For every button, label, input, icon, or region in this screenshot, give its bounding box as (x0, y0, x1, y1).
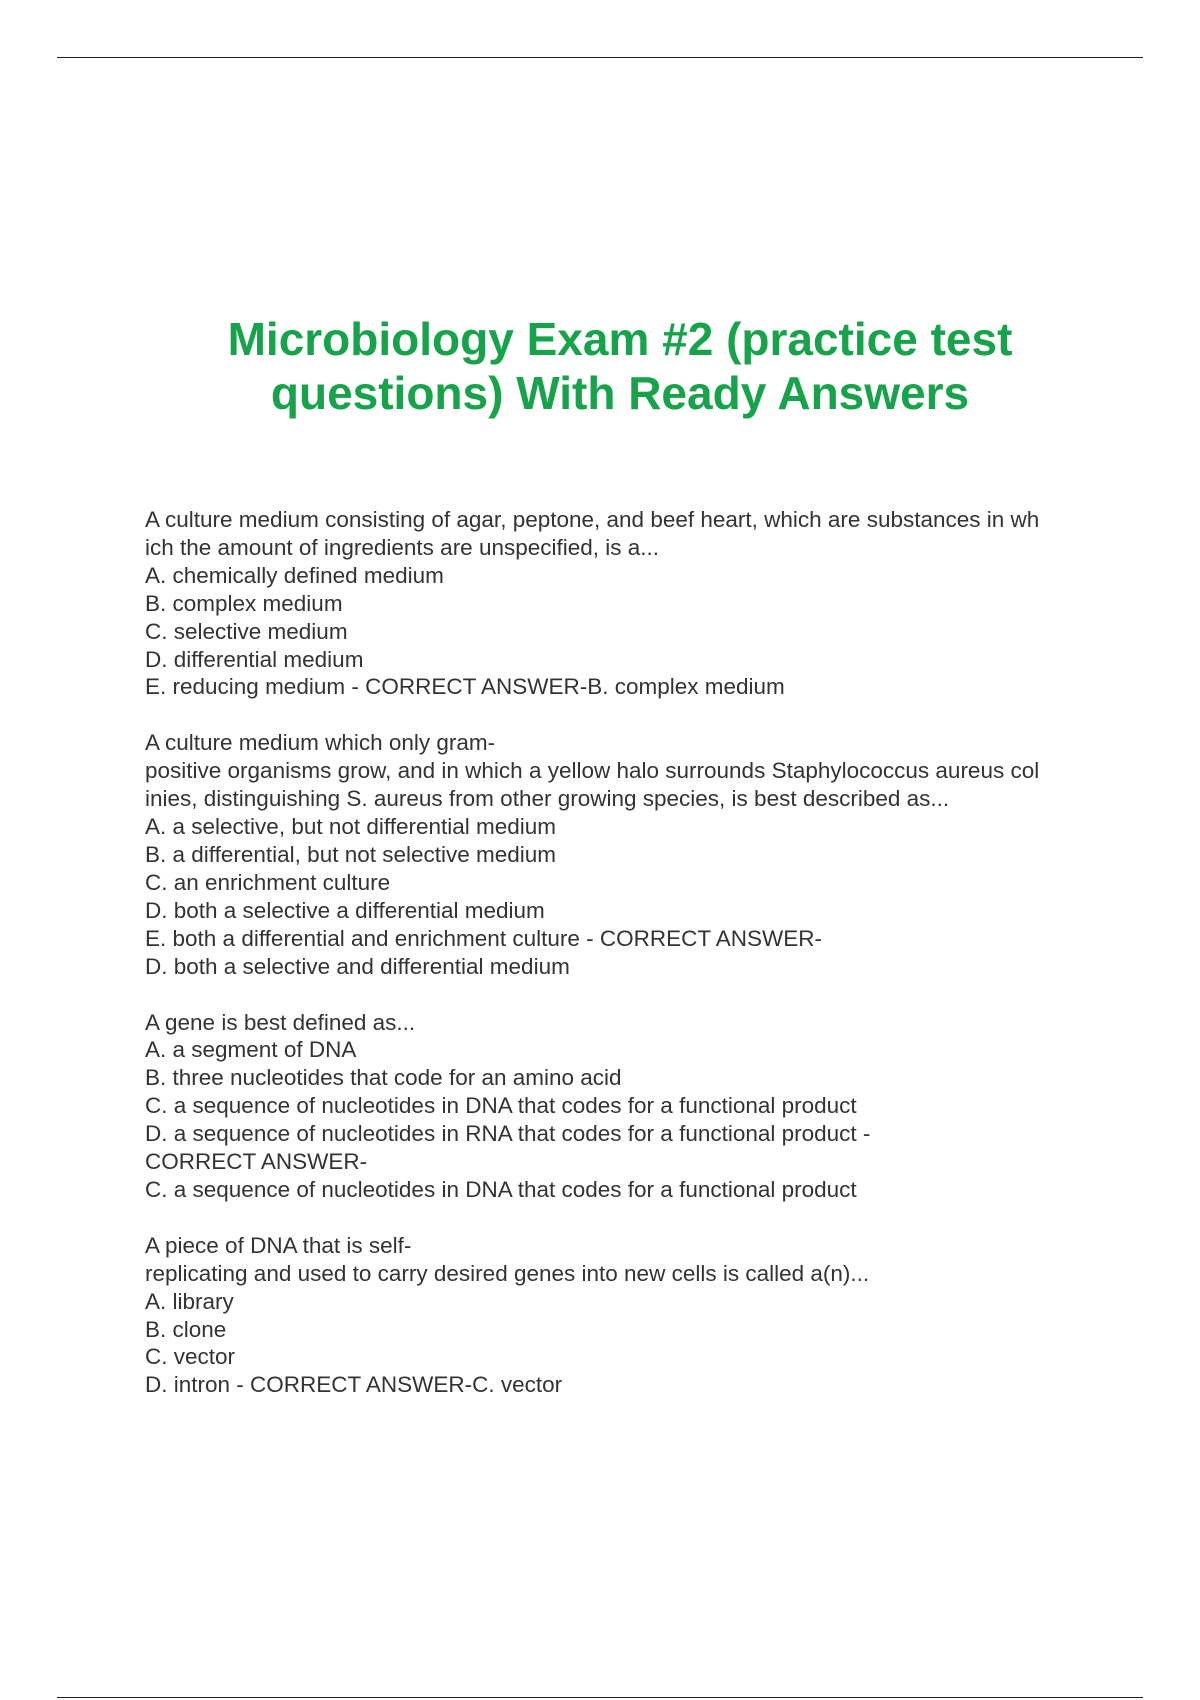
answer-option-with-correct-answer: E. both a differential and enrichment culture - CORRECT ANSWER- (145, 925, 822, 951)
answer-option: C. an enrichment culture (145, 869, 391, 895)
question-text: replicating and used to carry desired genes into new cells is called a(n)... (145, 1260, 870, 1286)
answer-option: B. clone (145, 1316, 227, 1342)
answer-option: B. three nucleotides that code for an amino acid (145, 1065, 622, 1091)
question-2 (145, 729, 1105, 980)
document-title (0, 312, 1200, 420)
question-1 (145, 506, 1105, 701)
question-text: inies, distinguishing S. aureus from other growing species, is best described as... (145, 786, 950, 812)
question-text: A piece of DNA that is self- (145, 1232, 412, 1258)
title-line-1: Microbiology Exam #2 (practice test (227, 313, 1013, 365)
question-text: A culture medium which only gram- (145, 730, 496, 756)
answer-option: B. a differential, but not selective medium (145, 841, 557, 867)
top-rule (57, 57, 1143, 58)
answer-option: A. a selective, but not differential medium (145, 814, 557, 840)
answer-option: C. a sequence of nucleotides in DNA that codes for a functional product (145, 1093, 857, 1119)
answer-option: D. both a selective a differential medium (145, 897, 545, 923)
correct-answer-label: CORRECT ANSWER- (145, 1149, 368, 1175)
answer-option: D. differential medium (145, 646, 364, 672)
question-text: positive organisms grow, and in which a yellow halo surrounds Staphylococcus aureus col (145, 758, 1040, 784)
answer-option: A. a segment of DNA (145, 1037, 357, 1063)
answer-option: C. selective medium (145, 618, 348, 644)
question-text: A gene is best defined as... (145, 1009, 416, 1035)
question-text: ich the amount of ingredients are unspecified, is a... (145, 534, 660, 560)
answer-option-with-correct-answer: D. intron - CORRECT ANSWER-C. vector (145, 1372, 563, 1398)
correct-answer: D. both a selective and differential medium (145, 953, 570, 979)
question-text: A culture medium consisting of agar, peptone, and beef heart, which are substances in wh (145, 507, 1040, 532)
answer-option: B. complex medium (145, 590, 343, 616)
title-line-2: questions) With Ready Answers (270, 367, 970, 419)
answer-option: C. vector (145, 1344, 236, 1370)
answer-option-with-correct-answer: E. reducing medium - CORRECT ANSWER-B. complex medium (145, 674, 785, 700)
question-3 (145, 1009, 1105, 1204)
correct-answer: C. a sequence of nucleotides in DNA that codes for a functional product (145, 1176, 857, 1202)
bottom-rule (57, 1697, 1143, 1698)
answer-option: A. chemically defined medium (145, 562, 444, 588)
answer-option: A. library (145, 1288, 234, 1314)
question-list (145, 506, 1105, 1427)
question-4 (145, 1232, 1105, 1399)
answer-option: D. a sequence of nucleotides in RNA that codes for a functional product - (145, 1121, 871, 1147)
